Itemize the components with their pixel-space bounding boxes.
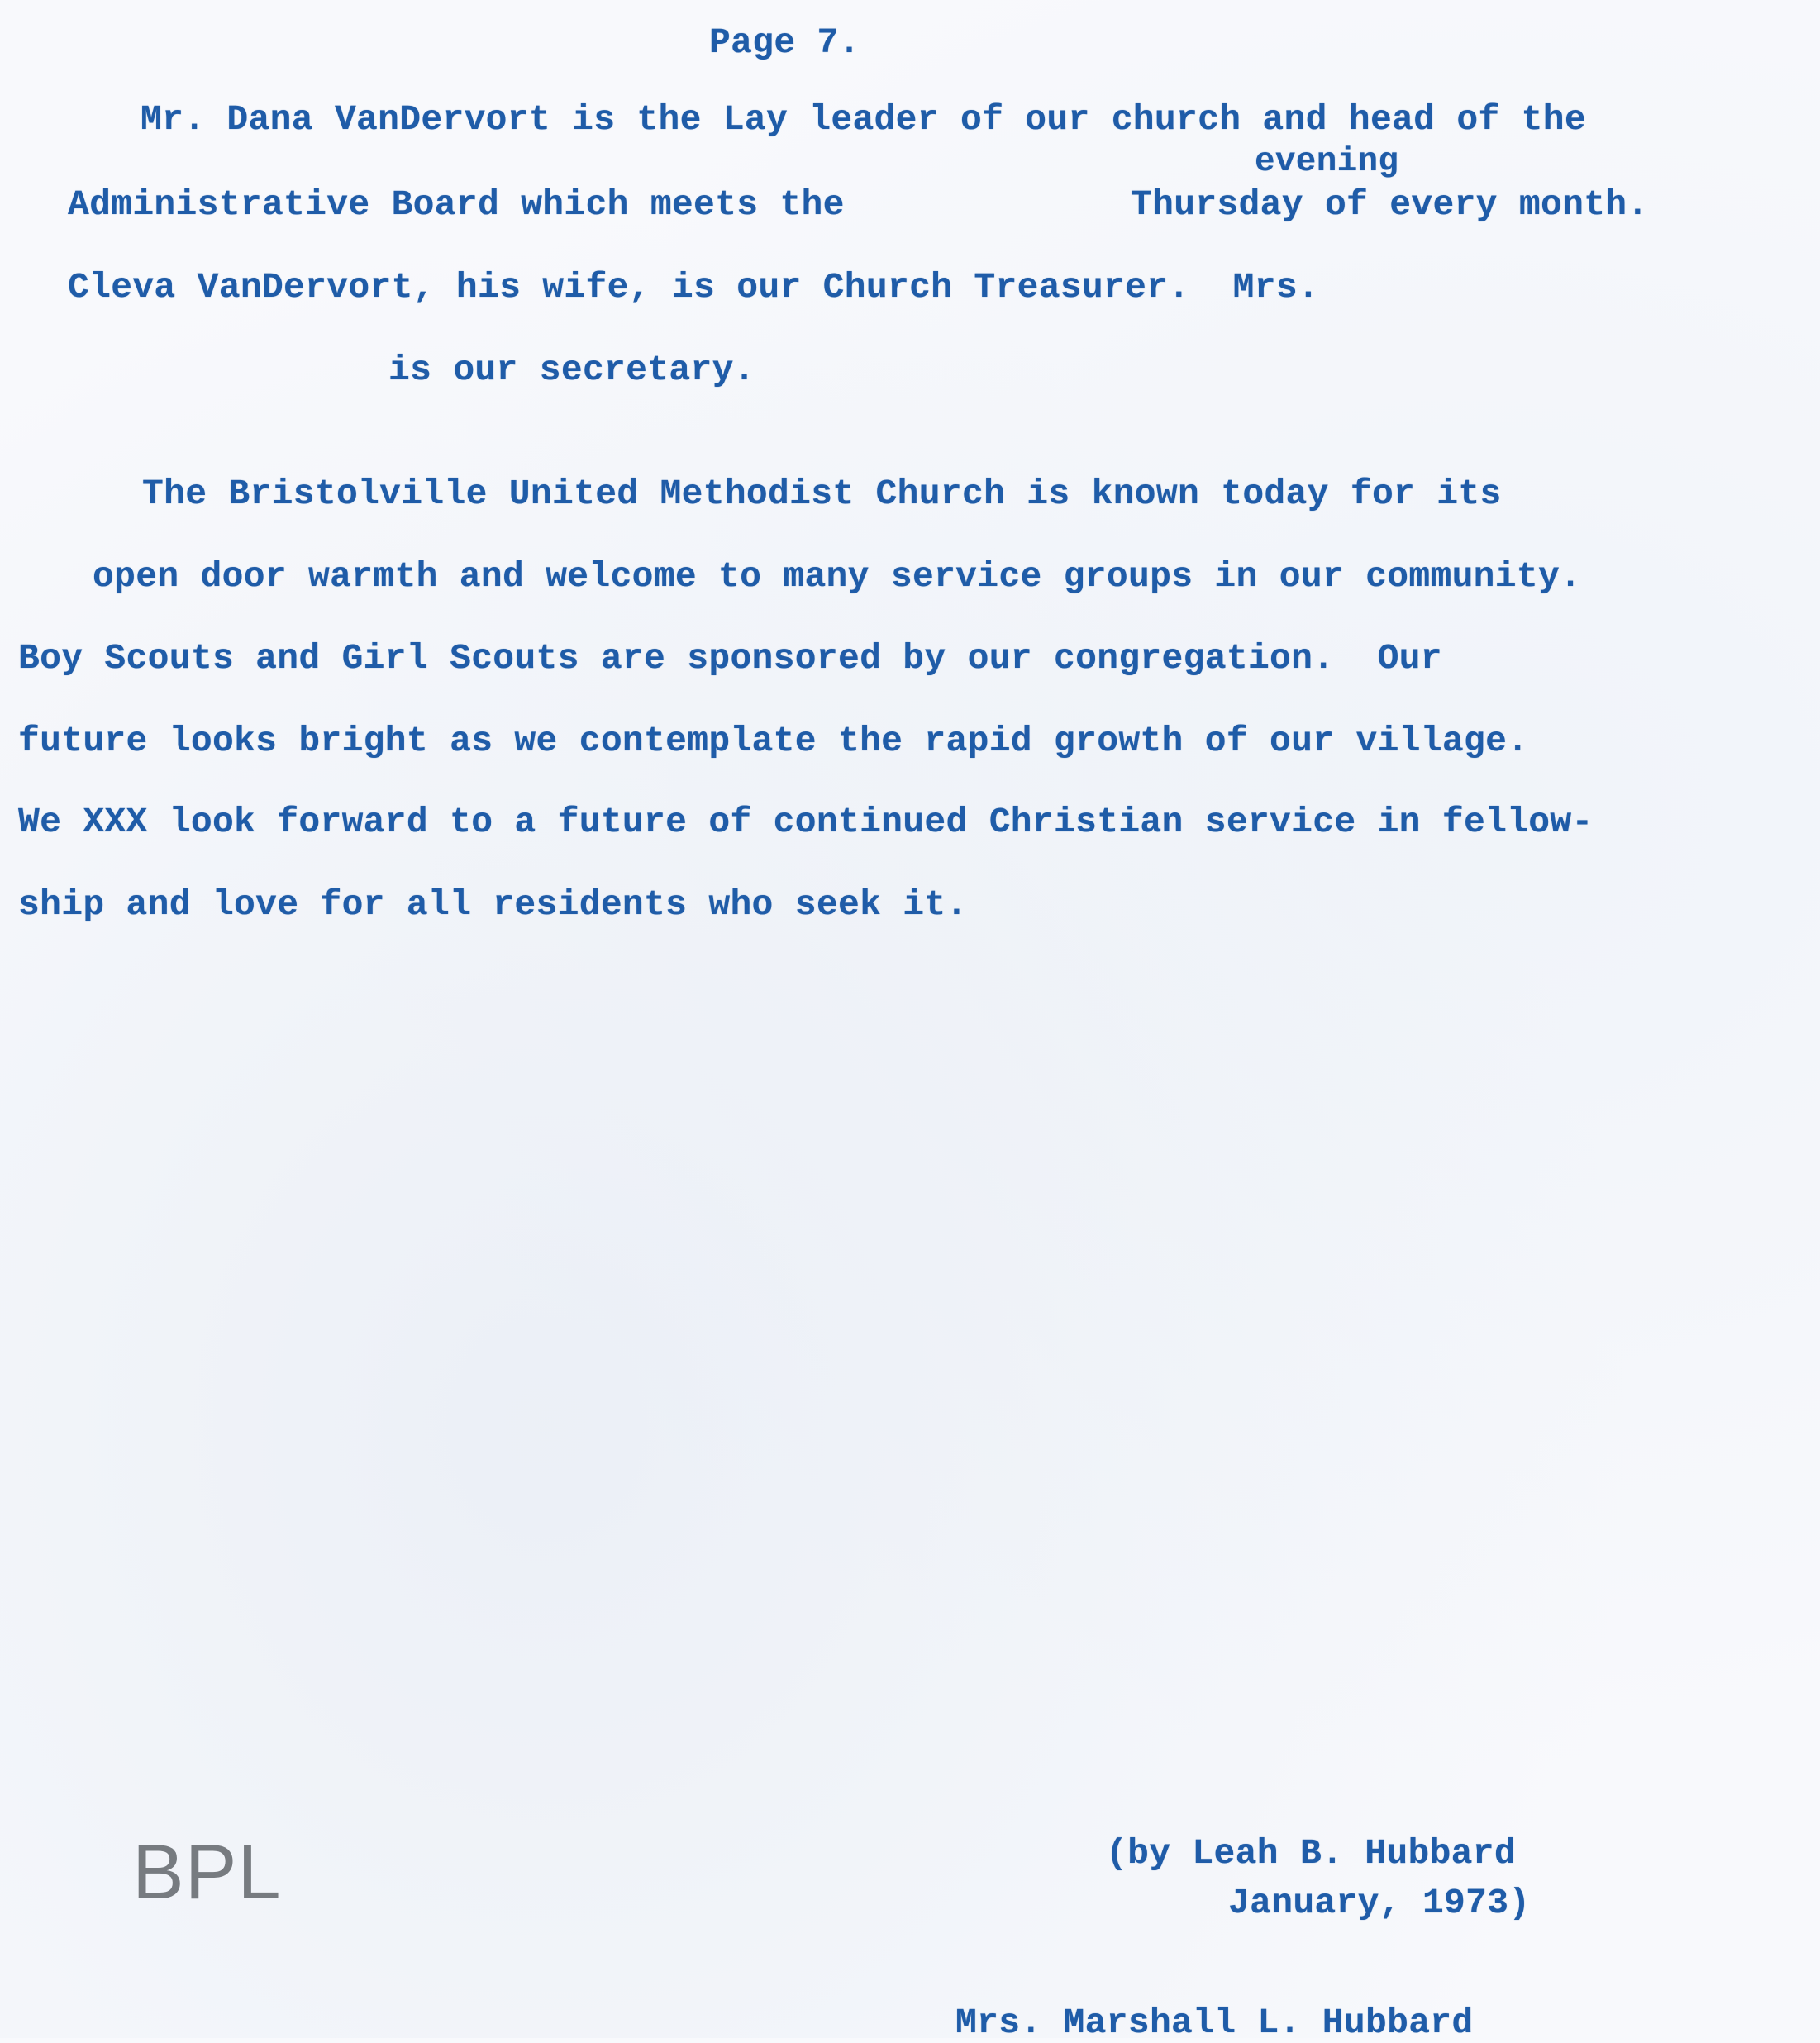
paragraph1-line2-end: Thursday of every month. — [1131, 184, 1649, 225]
paragraph1-line4: is our secretary. — [388, 350, 755, 390]
paragraph2-line4: future looks bright as we contemplate the rapid growth of our village. — [18, 721, 1529, 761]
library-watermark: BPL — [132, 1828, 282, 1915]
paragraph2-line2: open door warmth and welcome to many service groups in our community. — [93, 556, 1582, 597]
paragraph2-line6: ship and love for all residents who seek it. — [18, 884, 968, 925]
signature-line: Mrs. Marshall L. Hubbard — [955, 2003, 1474, 2043]
paragraph2-line1: The Bristolville United Methodist Church is known today for its — [142, 474, 1502, 514]
byline-line1: (by Leah B. Hubbard — [1106, 1833, 1516, 1874]
byline-line2: January, 1973) — [1228, 1883, 1531, 1923]
paragraph1-line2-start: Administrative Board which meets the — [68, 184, 845, 225]
paragraph2-line3: Boy Scouts and Girl Scouts are sponsored by our congregation. Our — [18, 638, 1442, 679]
paragraph1-line1: Mr. Dana VanDervort is the Lay leader of our church and head of the — [141, 99, 1586, 140]
paragraph1-line3: Cleva VanDervort, his wife, is our Church Treasurer. Mrs. — [68, 267, 1320, 307]
interlinear-insertion: evening — [1255, 143, 1399, 181]
page-header: Page 7. — [709, 22, 860, 63]
paragraph2-line5: We XXX look forward to a future of continued Christian service in fellow- — [18, 802, 1594, 842]
